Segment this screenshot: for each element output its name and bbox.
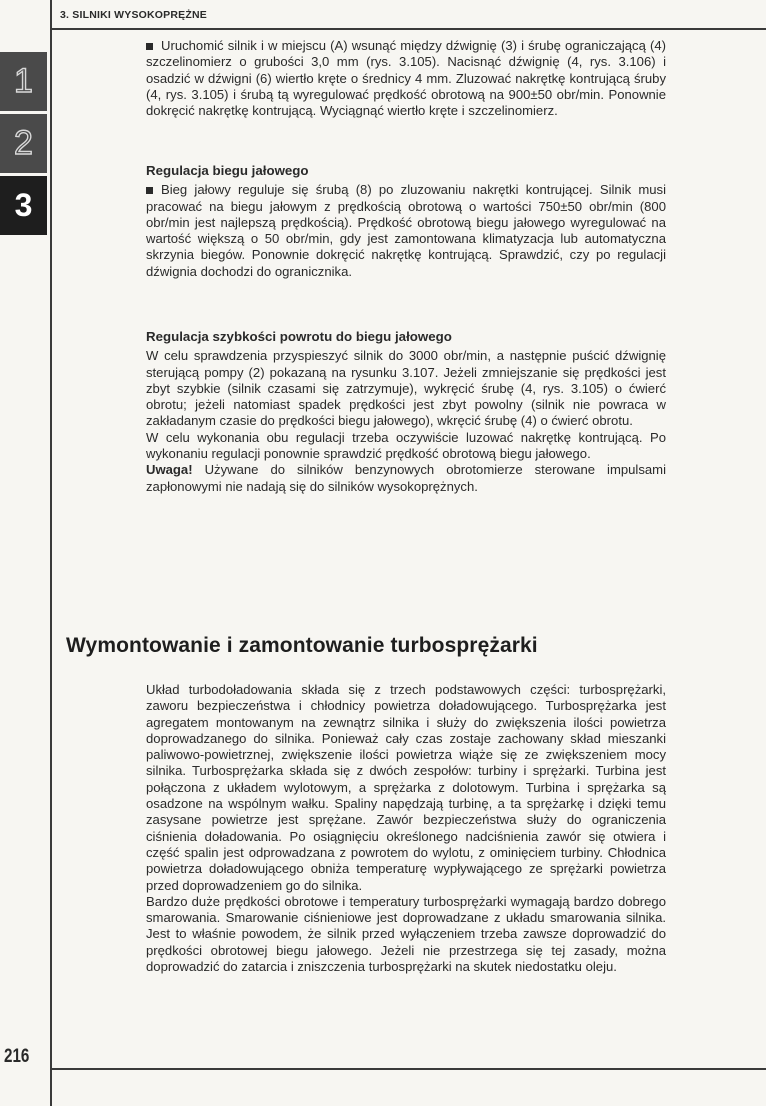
bullet-icon (146, 43, 153, 50)
note-label: Uwaga! (146, 462, 193, 478)
bullet-icon (146, 187, 153, 194)
chapter-tab-2[interactable]: 2 (0, 114, 47, 176)
chapter-tab-3-active[interactable]: 3 (0, 176, 47, 238)
margin-rule (50, 0, 52, 1106)
paragraph: Uruchomić silnik i w miejscu (A) wsunąć między dźwignię (3) i śrubę ograniczającą (4) szczelinomierz o grubości 3,0 mm (rys. 3.105). Nacisnąć dźwignię (4, rys. 3.106) i osadzić w dźwigni (6) wiertło kręte o średnicy 4 mm. Zluzować nakrętkę kontrującą śruby (4, rys. 3.105) i śrubą tą wyregulować prędkość obrotową na 900±50 obr/min. Ponownie dokręcić nakrętkę kontrującą. Wyciągnąć wiertło kręte i szczelinomierz. (146, 38, 666, 119)
page-number: 216 (4, 1046, 30, 1067)
note-text: Używane do silników benzynowych obrotomierze sterowane impulsami zapłonowymi nie nadają się do silników wysokoprężnych. (146, 462, 666, 494)
note (146, 462, 666, 495)
section-idle (146, 163, 666, 280)
section-turbocharger (146, 682, 666, 975)
paragraph: Bieg jałowy reguluje się śrubą (8) po zluzowaniu nakrętki kontrującej. Silnik musi pracować na biegu jałowym z prędkością obrotową o wartości 750±50 obr/min (800 obr/min jest najlepszą prędkością). Prędkość obrotową biegu jałowego wyregulować na wartość większą o 50 obr/min, gdy jest zamontowana klimatyzacja lub automatyczna skrzynia biegów. Ponownie dokręcić nakrętkę kontrującą. Sprawdzić, czy po regulacji dźwignia dochodzi do ogranicznika. (146, 182, 666, 279)
header-rule (50, 28, 766, 30)
running-header: 3. SILNIKI WYSOKOPRĘŻNE (60, 9, 207, 21)
section-adjustment (146, 38, 666, 119)
paragraph: W celu sprawdzenia przyspieszyć silnik do 3000 obr/min, a następnie puścić dźwignię sterującą pompy (2) pokazaną na rysunku 3.107. Jeżeli zmniejszanie się prędkości jest zbyt szybkie (silnik czasami się zatrzymuje), wykręcić śrubę (4, rys. 3.105) o ćwierć obrotu; jeżeli natomiast spadek prędkości jest zbyt powolny (silnik nie powraca w zakładanym czasie do prędkości biegu jałowego), wkręcić śrubę (4) o ćwierć obrotu. (146, 348, 666, 429)
paragraph: Układ turbodoładowania składa się z trzech podstawowych części: turbosprężarki, zaworu bezpieczeństwa i chłodnicy powietrza doładowującego. Turbosprężarka jest agregatem montowanym na zewnątrz silnika i służy do zwiększenia ilości powietrza doprowadzanego do silnika. Ponieważ cały czas zostaje zachowany skład mieszanki paliwowo-powietrznej, zwiększenie ilości powietrza wiąże się ze zwiększeniem mocy silnika. Turbosprężarka składa się z dwóch zespołów: turbiny i sprężarki. Turbina jest połączona z układem wylotowym, a sprężarka z dolotowym. Turbina i sprężarka są osadzone na wspólnym wałku. Spaliny napędzają turbinę, a ta sprężarkę i dzięki temu zasysane powietrze jest sprężane. Zawór bezpieczeństwa służy do ograniczenia ciśnienia doładowania. Po osiągnięciu określonego nadciśnienia zawór się otwiera i część spalin jest odprowadzana z powrotem do wylotu, z ominięciem turbiny. Chłodnica powietrza doładowującego obniża temperaturę wypływającego ze sprężarki powietrza przed doprowadzeniem go do silnika. (146, 682, 666, 893)
paragraph: W celu wykonania obu regulacji trzeba oczywiście luzować nakrętkę kontrującą. Po wykonaniu regulacji ponownie sprawdzić prędkość obrotową biegu jałowego. (146, 429, 666, 462)
section-return-speed (146, 329, 666, 495)
paragraph: Bardzo duże prędkości obrotowe i temperatury turbosprężarki wymagają bardzo dobrego smarowania. Smarowanie ciśnieniowe jest doprowadzane z układu smarowania silnika. Jest to właśnie powodem, że silnik przed wyłączeniem trzeba zawsze doprowadzić do prędkości obrotowej biegu jałowego. Jeżeli nie przestrzega się tej zasady, można doprowadzić do zatarcia i zniszczenia turbosprężarki na skutek niedostatku oleju. (146, 893, 666, 975)
section-heading: Wymontowanie i zamontowanie turbosprężarki (66, 634, 538, 657)
footer-rule (50, 1068, 766, 1070)
chapter-tab-1[interactable]: 1 (0, 52, 47, 114)
subheading-return-speed: Regulacja szybkości powrotu do biegu jałowego (146, 329, 452, 344)
chapter-tabs (0, 52, 50, 238)
subheading-idle: Regulacja biegu jałowego (146, 163, 309, 178)
